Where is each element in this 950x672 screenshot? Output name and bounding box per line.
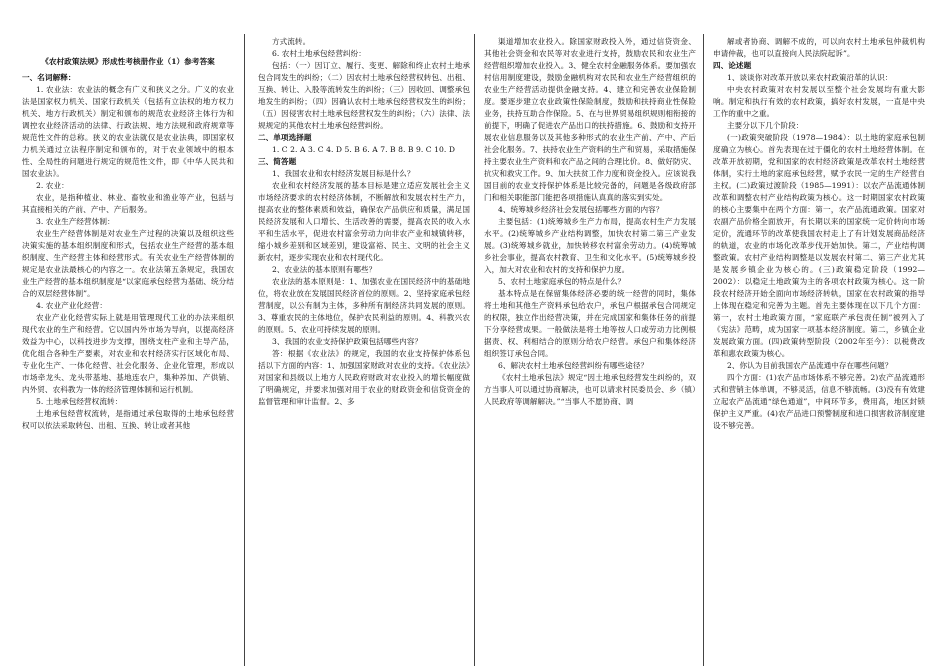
paragraph: 解或者协商、调解不成的，可以向农村土地承包仲裁机构申请仲裁，也可以直接向人民法院起诉”。 bbox=[713, 37, 925, 58]
column-divider bbox=[474, 34, 475, 666]
text-column-4 bbox=[713, 36, 925, 664]
section-heading: 三、简答题 bbox=[258, 156, 297, 166]
paragraph: 答：根据《农业法》的规定，我国的农业支持保护体系包括以下方面的内容：1、加强国家财政对农业的支持。《农业法》对国家和县级以上地方人民政府财政对农业投入的增长幅度做了明确规定，并要求加强对用于农业的财政资金和信贷资金的监督管理和审计监督。2、多 bbox=[258, 348, 470, 406]
paragraph: 4、统筹城乡经济社会发展包括哪些方面的内容？ bbox=[498, 204, 664, 214]
paragraph: 基本特点是在保留集体经济必要的统一经营的同时，集体将土地和其他生产资料承包给农户，承包户根据承包合同规定的权限，独立作出经营决策，并在完成国家和集体任务的前提下分享经营成果。一般做法是将土地等按人口或劳动力比例根据责、权、利相结合的原则分给农户经营。承包户和集体经济组织签订承包合同。 bbox=[484, 288, 696, 358]
paragraph: 5、农村土地家庭承包的特点是什么？ bbox=[498, 276, 626, 286]
paragraph: 主要包括：(1)统筹城乡生产力布局，提高农村生产力发展水平。(2)统筹城乡产业结构调整，加快农村第二第三产业发展。(3)统筹城乡就业，加快转移农村富余劳动力。(4)统筹城乡社会事业，提高农村教育、卫生和文化水平。(5)统筹城乡投入，加大对农业和农村的支持和保护力度。 bbox=[484, 216, 696, 274]
paragraph: 方式流转。 bbox=[272, 37, 311, 46]
paragraph: 四个方面：(1)农产品市场体系不够完善。2)农产品流通形式和营销主体单调，不够灵活，信息不够流畅。(3)没有有效建立起农产品流通“绿色通道”，中间环节多，费用高，地区封锁保护主义严重。(4)农产品进口预警制度和进口损害救济制度建设不够完善。 bbox=[713, 372, 925, 430]
paragraph: 农业生产经营体制是对农业生产过程的决策以及组织这些决策实施的基本组织制度和形式，包括农业生产经营的基本组织制度、生产经营主体和经营形式。有关农业生产经营体制的规定是农业法最核心的内容之一。农业法第五条规定，我国农业生产经营的基本组织制度是“以家庭承包经营为基础、统分结合的双层经营体制”。 bbox=[22, 228, 234, 298]
paragraph: 6、解决农村土地承包经营纠纷有哪些途径？ bbox=[498, 360, 649, 370]
paragraph: 农业产业化经营实际上就是用管理现代工业的办法来组织现代农业的生产和经营。它以国内外市场为导向，以提高经济效益为中心，以科技进步为支撑，围绕支柱产业和主导产品，优化组合各种生产要素，对农业和农村经济实行区域化布局、专业化生产、一体化经营、社会化服务、企业化管理，形成以市场牵龙头、龙头带基地、基地连农户，集种养加、产供销、内外贸、农科教为一体的经济管理体制和运行机制。 bbox=[22, 312, 234, 394]
paragraph: 1. 农业法：农业法的概念有广义和狭义之分。广义的农业法是国家权力机关、国家行政机关（包括有立法权的地方权力机关、地方行政机关）制定和颁布的规范农业经济主体行为和调控农业经济活动的法律、行政法规、地方法规和政府规章等规范性文件的总称。狭义的农业法就仅是农业法典，即国家权力机关通过立法程序制定和颁布的，对于农业领域中的根本性、全局性的问题进行规定的规范性文件，即《中华人民共和国农业法》。 bbox=[22, 84, 234, 178]
paragraph: 包括：（一）因订立、履行、变更、解除和终止农村土地承包合同发生的纠纷；（二）因农村土地承包经营权转包、出租、互换、转让、入股等流转发生的纠纷；（三）因收回、调整承包地发生的纠纷；（四）因确认农村土地承包经营权发生的纠纷；（五）因侵害农村土地承包经营权发生的纠纷；（六）法律、法规规定的其他农村土地承包经营纠纷。 bbox=[258, 60, 470, 130]
section-heading: 一、名词解释： bbox=[22, 72, 76, 82]
text-column-1 bbox=[22, 36, 234, 664]
paragraph: 1、我国农业和农村经济发展目标是什么？ bbox=[272, 168, 415, 178]
paragraph: 农业和农村经济发展的基本目标是建立适应发展社会主义市场经济要求的农村经济体制，不断解放和发展农村生产力，提高农业的整体素质和效益，确保农产品供应和质量，满足国民经济发展和人口增长、生活改善的需要，提高农民的收入水平和生活水平，促进农村富余劳动力向非农产业和城镇转移，缩小城乡差别和区域差别，建设富裕、民主、文明的社会主义新农村，逐步实现农业和农村现代化。 bbox=[258, 180, 470, 262]
paragraph: 2. 农业： bbox=[36, 180, 69, 190]
paragraph: 2、农业法的基本原则有哪些？ bbox=[272, 264, 377, 274]
paragraph: 3、我国的农业支持保护政策包括哪些内容？ bbox=[272, 336, 423, 346]
paragraph: 土地承包经营权流转，是指通过承包取得的土地承包经营权可以依法采取转包、出租、互换、转让或者其他 bbox=[22, 408, 234, 430]
paragraph: 《农村土地承包法》规定“因土地承包经营发生纠纷的，双方当事人可以通过协商解决，也可以请求村民委员会、乡（镇）人民政府等调解解决。”“当事人不愿协商、调 bbox=[484, 372, 696, 406]
paragraph: 6. 农村土地承包经营纠纷： bbox=[272, 48, 366, 58]
paragraph: 1、谈谈你对改革开放以来农村政策沿革的认识： bbox=[727, 72, 893, 82]
document-title: 《农村政策法规》形成性考核册作业（1）参考答案 bbox=[41, 57, 215, 66]
section-heading: 二、单项选择题 bbox=[258, 132, 312, 142]
text-column-2 bbox=[258, 36, 470, 664]
paragraph: 4. 农业产业化经营： bbox=[36, 300, 107, 310]
paragraph: 农业，是指种植业、林业、畜牧业和渔业等产业，包括与其直接相关的产前、产中、产后服务。 bbox=[22, 192, 234, 214]
column-divider bbox=[244, 34, 245, 666]
paragraph: 中央农村政策对农村发展以至整个社会发展均有重大影响。制定和执行有效的农村政策，搞好农村发展，一直是中央工作的重中之重。 bbox=[713, 84, 925, 118]
paragraph: 3. 农业生产经营体制： bbox=[36, 216, 115, 226]
paragraph: 主要分以下几个阶段： bbox=[727, 120, 804, 130]
column-divider bbox=[703, 34, 704, 666]
paragraph: 1. C 2. A 3. C 4. D 5. B 6. A 7. B 8. B 9. C 10. D bbox=[272, 144, 455, 154]
paragraph: 2、你认为目前我国农产品流通中存在哪些问题？ bbox=[727, 360, 893, 370]
section-heading: 四、论述题 bbox=[713, 60, 752, 70]
text-column-3 bbox=[484, 36, 696, 664]
paragraph: (一)政策突破阶段（1978—1984）：以土地的家庭承包制度确立为核心。首先表现在过于僵化的农村土地经营体制。在改革开放初期，党和国家的农村经济政策是改革农村土地经营体制，实行土地的家庭承包经营，赋予农民一定的生产经营自主权。(二)政策过渡阶段（1985—1991）：以农产品流通体制改革和调整农村产业结构政策为核心。这一时期国家农村政策的核心主要集中在两个方面：第一，农产品流通政策。国家对农副产品价格全面放开，有长期以来的国家统一定价转向市场定价，流通环节的改革使我国农村走上了有计划发展商品经济的轨道，农业的市场化改革步伐开始加快。第二，产业结构调整政策。农村产业结构调整是以发展农村第二、第三产业尤其是发展乡镇企业为核心的。(三)政策稳定阶段（1992—2002）：以稳定土地政策为主的各项农村政策为核心。这一阶段农村经济开始全面向市场经济转轨，国家在农村政策的指导上体现在稳定和完善为主题。首先主要体现在以下几个方面：第一，农村土地政策方面，“家庭联产承包责任制”被列入了《宪法》范畴，成为国家一项基本经济制度。第二，乡镇企业发展政策方面。(四)政策转型阶段（2002年至今）：以税费改革和惠农政策为核心。 bbox=[713, 132, 925, 358]
paragraph: 5. 土地承包经营权流转： bbox=[36, 396, 123, 406]
paragraph: 渠道增加农业投入。除国家财政投入外，通过信贷资金、其他社会资金和农民等对农业进行支持，鼓励农民和农业生产经营组织增加农业投入。3、健全农村金融服务体系。要加强农村信用制度建设，鼓励金融机构对农民和农业生产经营组织的农业生产经营活动提供金融支持。4、建立和完善农业保险制度。要逐步建立农业政策性保险制度，鼓励和扶持商业性保险业务，扶持互助合作保险。5、在与世界贸易组织规则相衔接的前提下，明确了促进农产品出口的扶持措施。6、鼓励和支持开展农业信息服务以及其他多种形式的农业生产前、产中、产后社会化服务。7、扶持农业生产资料的生产和贸易，采取措施保持主要农业生产资料和农产品之间的合理比价。8、做好防灾、抗灾和救灾工作。9、加大扶贫工作力度和资金投入。应该说我国目前的农业支持保护体系是比较完备的，问题是各级政府部门和相关职能部门能把各项措施认真真的落实到实处。 bbox=[484, 37, 696, 202]
paragraph: 农业法的基本原则是：1、加强农业在国民经济中的基础地位，将农业放在发展国民经济首位的原则。2、坚持家庭承包经营制度，以公有制为主体，多种所有制经济共同发展的原则。3、尊重农民的主体地位，保护农民利益的原则。4、科教兴农的原则。5、农业可持续发展的原则。 bbox=[258, 276, 470, 334]
